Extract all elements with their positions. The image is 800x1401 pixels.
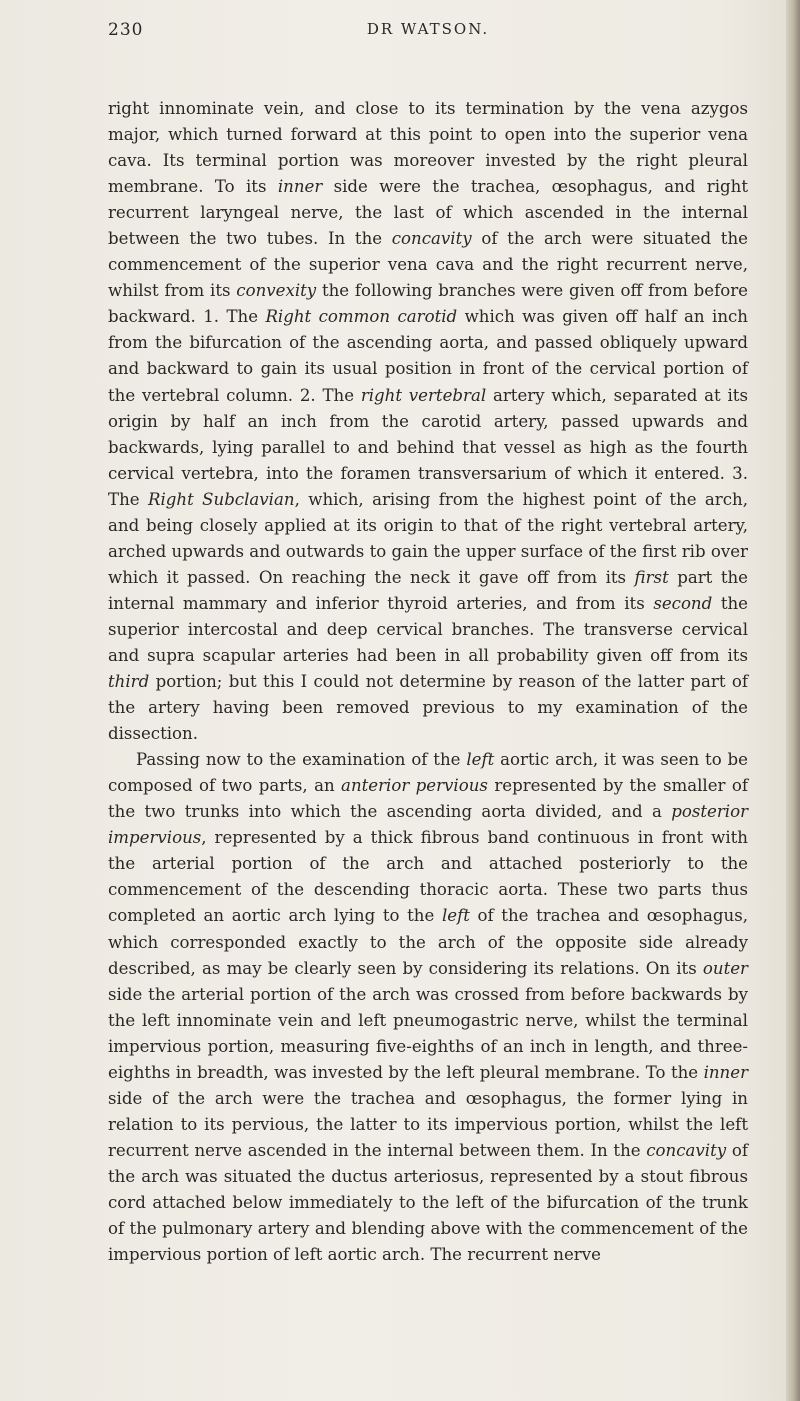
text-run: right innominate vein, and close to its termination by the vena azygos major, which turned forward at this point to open into the superior vena cava. Its terminal portion was moreover invested by the right pleural membrane. To its bbox=[108, 99, 748, 197]
italic-term: inner bbox=[277, 177, 323, 197]
italic-term: first bbox=[634, 567, 669, 587]
page-header bbox=[108, 20, 748, 50]
text-run: the superior intercostal and deep cervical branches. The transverse cervical and supra scapular arteries had been in all probability given off from its bbox=[108, 593, 748, 665]
body-text bbox=[108, 96, 748, 1268]
italic-term: third bbox=[108, 672, 150, 692]
text-run: of the arch was situated the ductus arteriosus, represented by a stout fibrous cord attached below immediately to the left of the bifurcation of the trunk of the pulmonary artery and blending above with the commencement of the impervious portion of left aortic arch. The recurrent nerve bbox=[108, 1140, 748, 1265]
page-edge-shadow bbox=[786, 0, 800, 1401]
italic-term: concavity bbox=[646, 1140, 727, 1160]
text-run: , which, arising from the highest point of the arch, and being closely applied at its origin to that of the right vertebral artery, arched upwards and outwards to gain the upper surface of the first rib over which it passed. On reaching the neck it gave off from its bbox=[108, 489, 748, 587]
text-run: represented by the smaller of the two trunks into which the ascending aorta divided, and a bbox=[108, 776, 748, 822]
text-run: side the arterial portion of the arch was crossed from before backwards by the left innominate vein and left pneumogastric nerve, whilst the terminal impervious portion, measuring five-eighths of an inch in length, and three-eighths in breadth, was invested by the left pleural membrane. To the bbox=[108, 984, 748, 1082]
italic-term: convexity bbox=[236, 281, 317, 301]
text-run: of the trachea and œsophagus, which corresponded exactly to the arch of the opposite side already described, as may be clearly seen by considering its relations. On its bbox=[108, 906, 748, 978]
text-run: side of the arch were the trachea and œsophagus, the former lying in relation to its pervious, the latter to its impervious portion, whilst the left recurrent nerve ascended in the internal between them. In the bbox=[108, 1088, 748, 1160]
text-run: aortic arch, it was seen to be composed of two parts, an bbox=[108, 750, 748, 796]
italic-term: anterior pervious bbox=[341, 776, 488, 796]
italic-term: Right common carotid bbox=[265, 307, 458, 327]
page-number: 230 bbox=[108, 20, 144, 40]
text-run: portion; but this I could not determine by reason of the latter part of the artery having been removed previous to my examination of the dissection. bbox=[108, 672, 748, 744]
italic-term: outer bbox=[702, 958, 748, 978]
italic-term: second bbox=[653, 593, 713, 613]
italic-term: concavity bbox=[391, 229, 472, 249]
italic-term: left bbox=[466, 750, 495, 770]
text-run: which was given off half an inch from the bifurcation of the ascending aorta, and passed obliquely upward and backward to gain its usual position in front of the cervical portion of the vertebral column. 2. The bbox=[108, 307, 748, 405]
text-run: the following branches were given off from before backward. 1. The bbox=[108, 281, 748, 327]
text-run: , represented by a thick fibrous band continuous in front with the arterial portion of the arch and attached posteriorly to the commencement of the descending thoracic aorta. These two parts thus completed an aortic arch lying to the bbox=[108, 828, 748, 926]
italic-term: inner bbox=[703, 1062, 748, 1082]
text-run: artery which, separated at its origin by half an inch from the carotid artery, passed upwards and backwards, lying parallel to and behind that vessel as high as the fourth cervical vertebra, into the foramen transversarium of which it entered. 3. The bbox=[108, 385, 748, 509]
text-run: of the arch were situated the commencement of the superior vena cava and the right recurrent nerve, whilst from its bbox=[108, 229, 748, 301]
italic-term: Right Subclavian bbox=[147, 489, 295, 509]
italic-term: right vertebral bbox=[360, 385, 487, 405]
text-run: side were the trachea, œsophagus, and right recurrent laryngeal nerve, the last of which ascended in the internal between the two tubes. In the bbox=[108, 177, 748, 249]
text-run: Passing now to the examination of the bbox=[136, 750, 467, 770]
running-head: DR WATSON. bbox=[366, 20, 490, 38]
italic-term: posterior impervious bbox=[108, 802, 748, 848]
paragraph bbox=[108, 747, 748, 1268]
paragraph bbox=[108, 96, 748, 747]
italic-term: left bbox=[441, 906, 470, 926]
text-run: part the internal mammary and inferior thyroid arteries, and from its bbox=[108, 567, 748, 613]
